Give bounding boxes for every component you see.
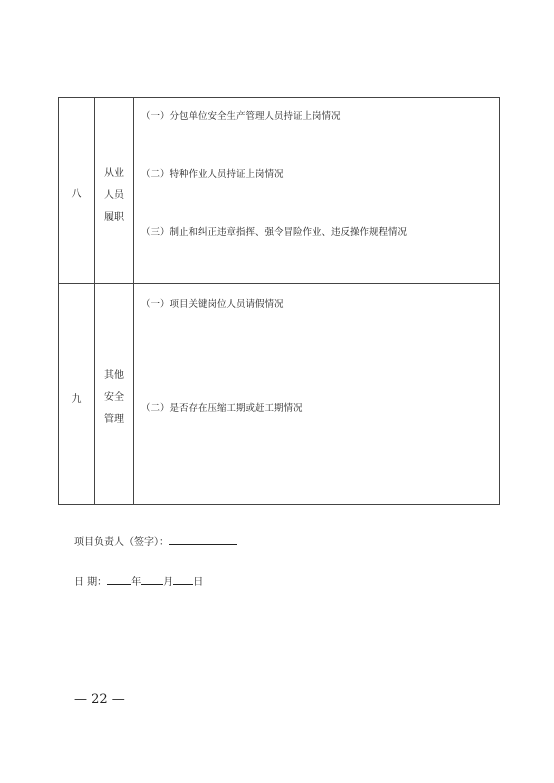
- check-item: （三）制止和纠正违章指挥、强令冒险作业、违反操作规程情况: [141, 227, 408, 238]
- year-field[interactable]: [107, 574, 131, 585]
- month-field[interactable]: [141, 574, 163, 585]
- category-line: 人员: [104, 190, 124, 201]
- category-line: 履职: [104, 212, 124, 223]
- category-line: 安全: [104, 392, 124, 403]
- category-line: 其他: [104, 370, 124, 381]
- signature-label: 项目负责人（签字）：: [74, 537, 169, 548]
- day-label: 日: [193, 577, 204, 588]
- table-row: [59, 284, 499, 505]
- category-line: 从业: [104, 168, 124, 179]
- day-field[interactable]: [173, 574, 193, 585]
- row-number: 九: [71, 394, 82, 405]
- signature-field[interactable]: [169, 534, 237, 545]
- row-number: 八: [71, 189, 82, 200]
- check-item: （二）是否存在压缩工期或赶工期情况: [141, 403, 303, 414]
- inspection-table: [58, 97, 500, 505]
- category-line: 管理: [104, 414, 124, 425]
- table-row: [59, 98, 499, 284]
- page-number: — 22 —: [74, 692, 125, 707]
- date-line: [74, 573, 203, 588]
- row-category: [95, 365, 133, 431]
- signature-line: [74, 533, 237, 548]
- year-label: 年: [131, 577, 142, 588]
- month-label: 月: [163, 577, 174, 588]
- column-divider: [94, 98, 95, 504]
- check-item: （一）项目关键岗位人员请假情况: [141, 299, 284, 310]
- check-item: （一）分包单位安全生产管理人员持证上岗情况: [141, 111, 341, 122]
- row-category: [95, 163, 133, 229]
- check-item: （二）特种作业人员持证上岗情况: [141, 169, 284, 180]
- column-divider: [133, 98, 134, 504]
- date-label: 日 期：: [74, 577, 108, 588]
